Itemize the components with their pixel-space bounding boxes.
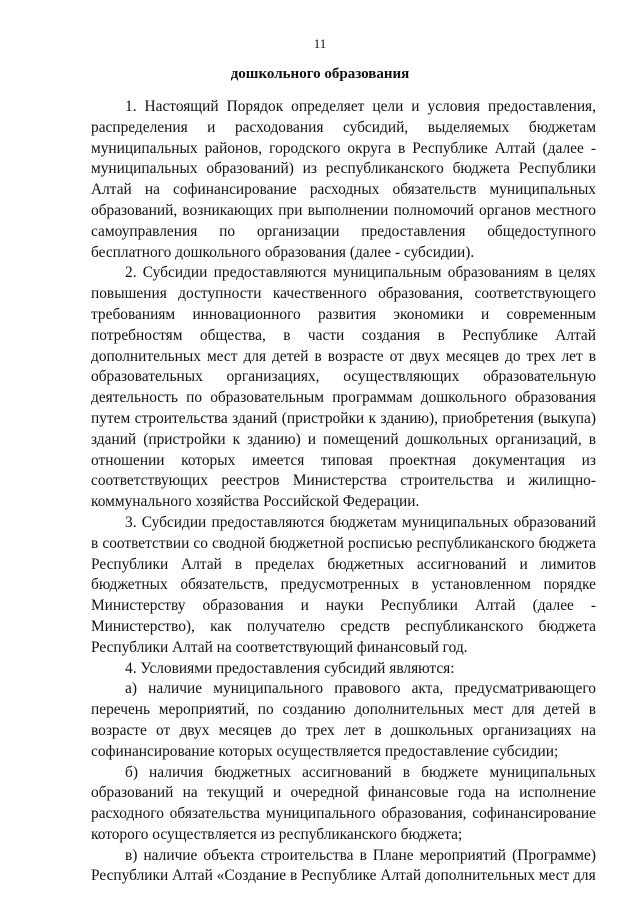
document-body xyxy=(91,97,596,887)
condition-b: б) наличия бюджетных ассигнований в бюджете муниципальных образований на текущий и очередной финансовые года на исполнение расходного обязательства муниципального образования, софинансирование которого осуществляется из республиканского бюджета; xyxy=(91,763,596,843)
paragraph-2-subsidy-goals: 2. Субсидии предоставляются муниципальным образованиям в целях повышения доступности качественного образования, соответствующего требованиям инновационного развития экономики и современным потребностям общества, в части создания в Республике Алтай дополнительных мест для детей в возрасте от двух месяцев до трех лет в образовательных организациях, осуществляющих образовательную деятельность по образовательным программам дошкольного образования путем строительства зданий (пристройки к зданию), приобретения (выкупа) зданий (пристройки к зданию) и помещений дошкольных организаций, в отношении которых имеется типовая проектная документация из соответствующих реестров Министерства строительства и жилищно-коммунального хозяйства Российской Федерации. xyxy=(91,264,596,511)
paragraph-1-purpose: 1. Настоящий Порядок определяет цели и условия предоставления, распределения и расходования субсидий, выделяемых бюджетам муниципальных районов, городского округа в Республике Алтай (далее - муниципальных образований) из республиканского бюджета Республики Алтай на софинансирование расходных обязательств муниципальных образований, возникающих при выполнении полномочий органов местного самоуправления по организации предоставления общедоступного бесплатного дошкольного образования (далее - субсидии). xyxy=(91,98,596,261)
paragraph-4-conditions: 4. Условиями предоставления субсидий являются: xyxy=(125,659,455,677)
page-number: 11 xyxy=(313,36,327,51)
paragraph-3-budget-basis: 3. Субсидии предоставляются бюджетам муниципальных образований в соответствии со сводной бюджетной росписью республиканского бюджета Республики Алтай в пределах бюджетных ассигнований и лимитов бюджетных обязательств, предусмотренных в установленном порядке Министерству образования и науки Республики Алтай (далее - Министерство), как получателю средств республиканского бюджета Республики Алтай на соответствующий финансовый год. xyxy=(91,513,596,656)
section-heading: дошкольного образования xyxy=(230,66,410,82)
condition-c: в) наличие объекта строительства в Плане мероприятий (Программе) Республики Алтай «Создание в Республике Алтай дополнительных мест для xyxy=(91,846,596,885)
condition-a: а) наличие муниципального правового акта, предусматривающего перечень мероприятий, по созданию дополнительных мест для детей в возрасте от двух месяцев до трех лет в дошкольных организациях на софинансирование которых осуществляется предоставление субсидии; xyxy=(91,680,596,760)
